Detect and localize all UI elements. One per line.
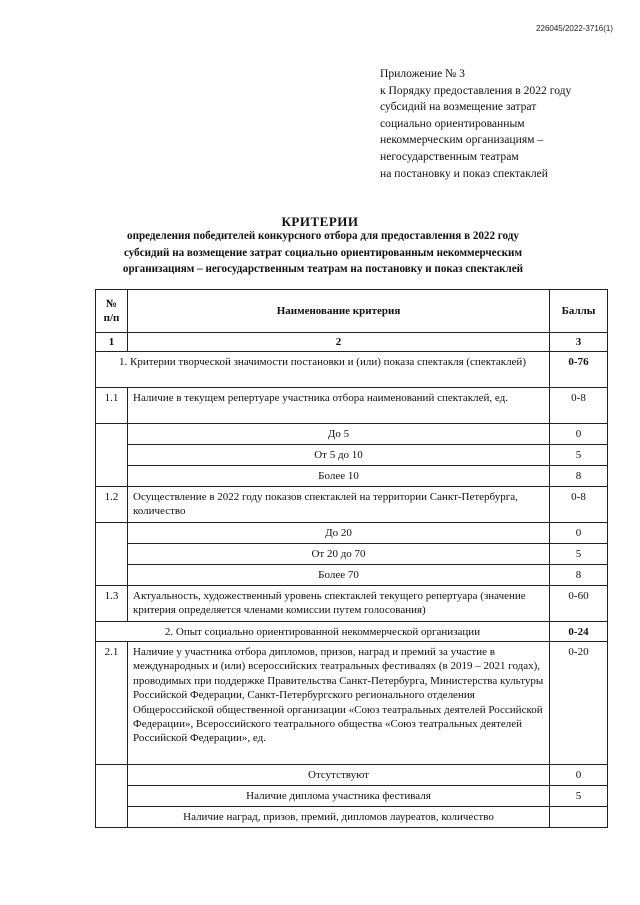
option-label: Наличие наград, призов, премий, дипломов лауреатов, количество (128, 807, 550, 828)
option-label: Более 70 (128, 565, 550, 586)
criterion-text: Наличие у участника отбора дипломов, призов, наград и премий за участие в международных и (или) всероссийских театральных фестивалях (в 2019 – 2021 годах), проводимых при поддержке Правительства Санкт-Петербурга, Министерства культуры Российской Федерации, Санкт-Петербургского регионального отделения Общероссийской общественной организации «Союз театральных деятелей Российской Федерации», Всероссийского театрального общества «Союз театральных деятелей Российской Федерации», ед. (128, 642, 550, 765)
section-row (96, 622, 608, 642)
option-score: 8 (550, 565, 608, 586)
table-row (96, 765, 608, 786)
column-number: 1 (96, 333, 128, 352)
appendix-line: некоммерческим организациям – (380, 133, 544, 147)
appendix-line: субсидий на возмещение затрат (380, 100, 537, 114)
table-row (96, 586, 608, 622)
option-label: До 5 (128, 424, 550, 445)
appendix-line: к Порядку предоставления в 2022 году (380, 83, 572, 97)
subtitle-line: организациям – негосударственным театрам на постановку и показ спектаклей (122, 263, 524, 276)
criterion-text: Осуществление в 2022 году показов спектаклей на территории Санкт-Петербурга, количество (128, 487, 550, 523)
criterion-text: Актуальность, художественный уровень спектаклей текущего репертуара (значение критерия определяется членами комиссии путем голосования) (128, 586, 550, 622)
criteria-table (95, 289, 608, 828)
empty-cell (96, 765, 128, 828)
option-score: 0 (550, 424, 608, 445)
appendix-line: социально ориентированным (380, 116, 525, 130)
option-label: От 20 до 70 (128, 544, 550, 565)
appendix-line: Приложение № 3 (380, 67, 465, 80)
subtitle-line: определения победителей конкурсного отбора для предоставления в 2022 году (127, 230, 519, 242)
appendix-line: на постановку и показ спектаклей (380, 166, 548, 180)
option-label: Более 10 (128, 466, 550, 487)
column-number: 3 (550, 333, 608, 352)
criterion-score: 0-8 (550, 487, 608, 523)
table-header-row (96, 290, 608, 333)
document-title: КРИТЕРИИ (281, 214, 359, 229)
section-title: 2. Опыт социально ориентированной некоммерческой организации (96, 622, 550, 642)
table-row (96, 466, 608, 487)
table-row (96, 445, 608, 466)
criterion-number: 2.1 (96, 642, 128, 765)
header-number: № п/п (96, 290, 128, 333)
table-row (96, 642, 608, 765)
empty-cell (96, 523, 128, 586)
table-row (96, 565, 608, 586)
header-score: Баллы (550, 290, 608, 333)
option-score: 8 (550, 466, 608, 487)
section-row (96, 352, 608, 388)
column-number: 2 (128, 333, 550, 352)
table-row (96, 807, 608, 828)
option-label: Наличие диплома участника фестиваля (128, 786, 550, 807)
section-score: 0-24 (550, 622, 608, 642)
option-score (550, 807, 608, 828)
option-label: Отсутствуют (128, 765, 550, 786)
document-subtitle (40, 228, 606, 278)
option-score: 0 (550, 523, 608, 544)
table-row (96, 424, 608, 445)
table-row (96, 388, 608, 424)
criterion-number: 1.1 (96, 388, 128, 424)
criterion-number: 1.3 (96, 586, 128, 622)
section-score: 0-76 (550, 352, 608, 388)
table-row (96, 523, 608, 544)
section-title: 1. Критерии творческой значимости постановки и (или) показа спектакля (спектаклей) (96, 352, 550, 388)
criterion-text: Наличие в текущем репертуаре участника отбора наименований спектаклей, ед. (128, 388, 550, 424)
appendix-note (380, 66, 620, 182)
column-number-row (96, 333, 608, 352)
criterion-score: 0-8 (550, 388, 608, 424)
option-score: 5 (550, 786, 608, 807)
option-label: От 5 до 10 (128, 445, 550, 466)
page-bottom-margin (0, 838, 640, 905)
criterion-score: 0-20 (550, 642, 608, 765)
document-id: 226045/2022-3716(1) (536, 24, 613, 33)
subtitle-line: субсидий на возмещение затрат социально ориентированным некоммерческим (123, 246, 523, 259)
appendix-line: негосударственным театрам (380, 149, 519, 163)
table-row (96, 544, 608, 565)
table-row (96, 487, 608, 523)
option-score: 5 (550, 445, 608, 466)
table-row (96, 786, 608, 807)
option-score: 5 (550, 544, 608, 565)
criterion-number: 1.2 (96, 487, 128, 523)
criterion-score: 0-60 (550, 586, 608, 622)
option-score: 0 (550, 765, 608, 786)
option-label: До 20 (128, 523, 550, 544)
empty-cell (96, 424, 128, 487)
header-name: Наименование критерия (128, 290, 550, 333)
